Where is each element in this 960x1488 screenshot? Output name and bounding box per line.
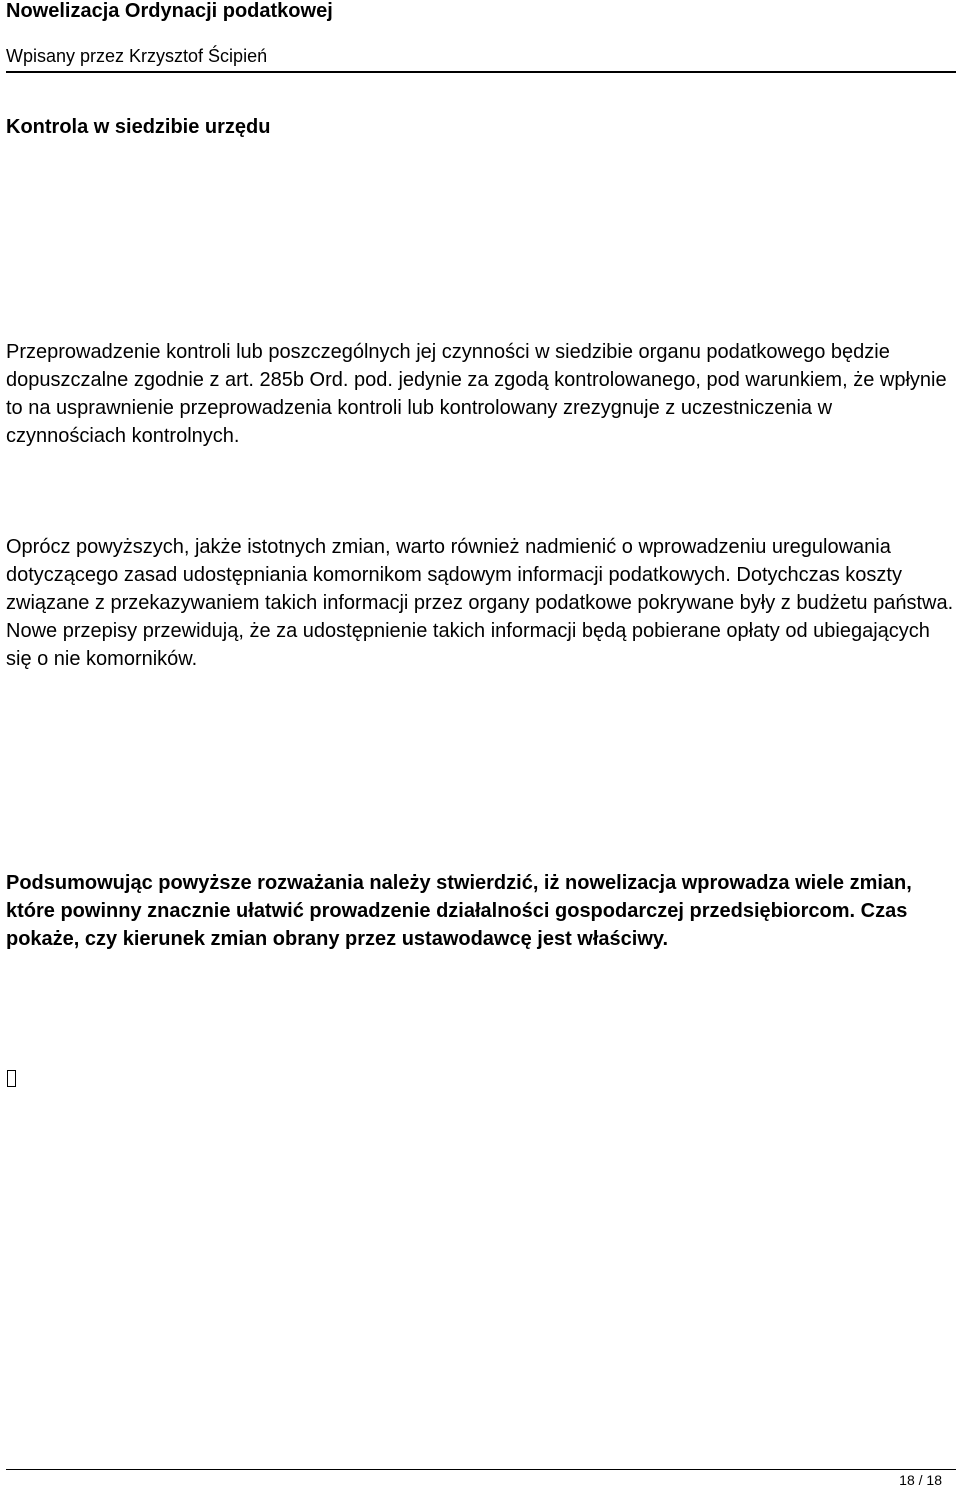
document-title: Nowelizacja Ordynacji podatkowej	[6, 0, 333, 22]
section-heading: Kontrola w siedzibie urzędu	[6, 116, 271, 138]
author-line: Wpisany przez Krzysztof Ścipień	[6, 46, 268, 66]
header-divider	[6, 71, 956, 73]
missing-glyph-icon	[7, 1070, 16, 1087]
page-number: 18 / 18	[899, 1472, 942, 1488]
paragraph-bailiff-information: Oprócz powyższych, jakże istotnych zmian, warto również nadmienić o wprowadzeniu uregulowania dotyczącego zasad udostępniania komornikom sądowym informacji podatkowych. Dotychczas koszty związane z przekazywaniem takich informacji przez organy podatkowe pokrywane były z budżetu państwa. Nowe przepisy przewidują, że za udostępnienie takich informacji będą pobierane opłaty od ubiegających się o nie komorników.	[6, 536, 954, 670]
footer-divider	[6, 1469, 956, 1470]
paragraph-control-location: Przeprowadzenie kontroli lub poszczególnych jej czynności w siedzibie organu podatkowego będzie dopuszczalne zgodnie z art. 285b Ord. pod. jedynie za zgodą kontrolowanego, pod warunkiem, że wpłynie to na usprawnienie przeprowadzenia kontroli lub kontrolowany zrezygnuje z uczestniczenia w czynnościach kontrolnych.	[6, 341, 947, 447]
paragraph-summary: Podsumowując powyższe rozważania należy stwierdzić, iż nowelizacja wprowadza wiele zmian, które powinny znacznie ułatwić prowadzenie działalności gospodarczej przedsiębiorcom. Czas pokaże, czy kierunek zmian obrany przez ustawodawcę jest właściwy.	[6, 872, 912, 950]
